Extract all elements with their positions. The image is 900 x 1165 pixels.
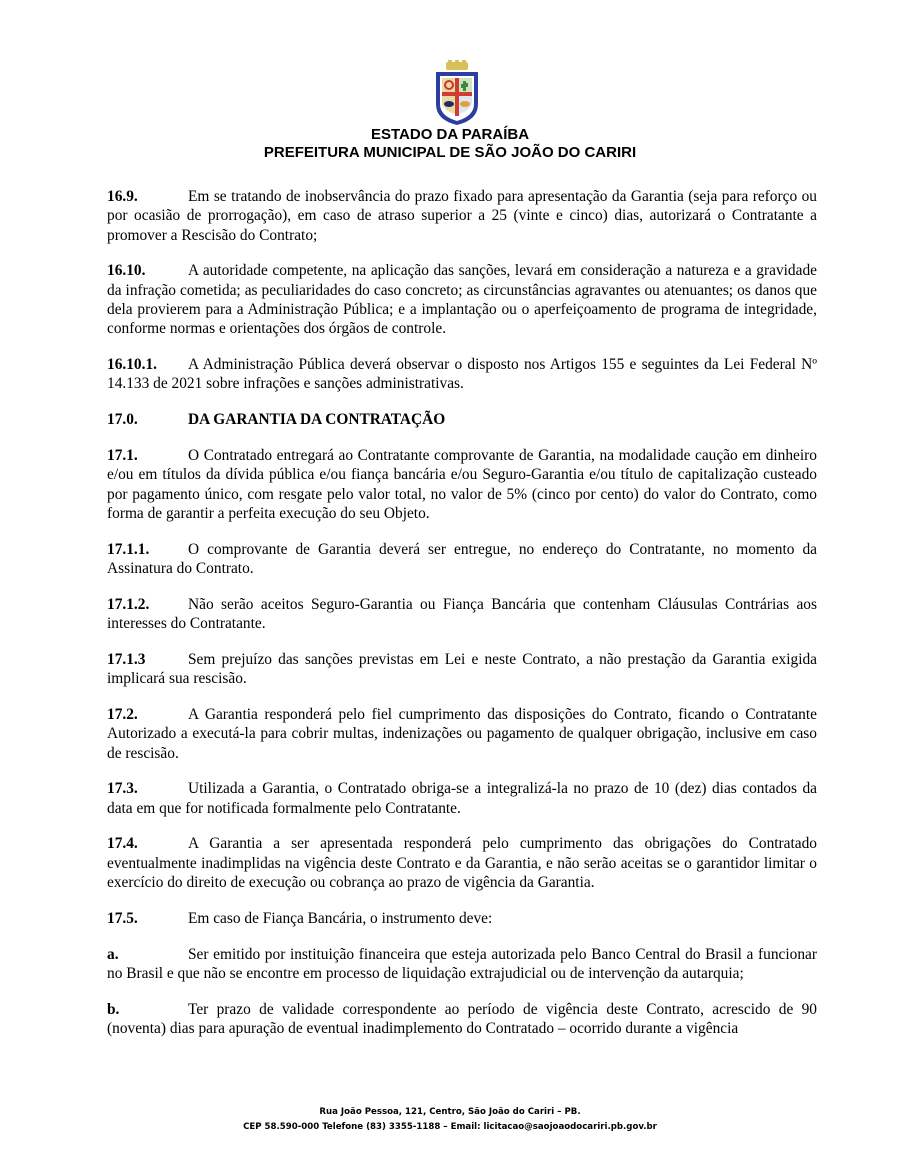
- clause-17-1-2: [107, 595, 817, 634]
- clause-17-2: [107, 705, 817, 763]
- header-state-name: ESTADO DA PARAÍBA: [370, 126, 530, 143]
- clause-17-4: [107, 834, 817, 892]
- clause-number: 17.5.: [107, 909, 138, 927]
- header-municipality-name: PREFEITURA MUNICIPAL DE SÃO JOÃO DO CARIRI: [263, 144, 637, 161]
- clause-16-10-1: [107, 355, 817, 394]
- clause-17-1-1: [107, 540, 817, 579]
- document-footer: [0, 1105, 900, 1135]
- clause-number: 16.10.: [107, 262, 146, 280]
- clause-17-5: [107, 909, 817, 928]
- clause-text: A Garantia responderá pelo fiel cumprimento das disposições do Contrato, ficando o Contratante Autorizado a executá-la para cobrir multas, indenizações ou pagamento de qualquer obrigação, inclusive em caso de rescisão.: [107, 705, 817, 762]
- clause-17-1-3: [107, 650, 817, 689]
- clause-17-1: [107, 446, 817, 523]
- item-text: Ser emitido por instituição financeira que esteja autorizada pelo Banco Central do Brasil a funcionar no Brasil e que não se encontre em processo de liquidação extrajudicial ou de intervenção da autarquia;: [107, 945, 817, 982]
- clause-number: 17.1.: [107, 446, 138, 464]
- clause-text: O comprovante de Garantia deverá ser entregue, no endereço do Contratante, no momento da Assinatura do Contrato.: [107, 540, 817, 577]
- clause-number: 17.3.: [107, 780, 138, 798]
- item-letter: a.: [107, 945, 119, 963]
- clause-number: 17.0.: [107, 411, 138, 429]
- item-a: [107, 945, 817, 984]
- clause-text: A autoridade competente, na aplicação das sanções, levará em consideração a natureza e a gravidade da infração cometida; as peculiaridades do caso concreto; as circunstâncias agravantes ou atenuantes; os danos que dela provierem para a Administração Pública; e a implantação ou o aperfeiçoamento de programa de integridade, conforme normas e orientações dos órgãos de controle.: [107, 262, 817, 338]
- clause-number: 17.4.: [107, 835, 138, 853]
- clause-number: 17.1.1.: [107, 540, 150, 558]
- document-body: [107, 187, 817, 1055]
- clause-text: Não serão aceitos Seguro-Garantia ou Fiança Bancária que contenham Cláusulas Contrárias aos interesses do Contratante.: [107, 595, 817, 633]
- clause-text: Em caso de Fiança Bancária, o instrumento deve:: [188, 909, 493, 927]
- item-letter: b.: [107, 1000, 120, 1018]
- clause-number: 16.9.: [107, 188, 138, 205]
- clause-number: 16.10.1.: [107, 356, 158, 374]
- clause-number: 17.1.3: [107, 650, 146, 668]
- clause-number: 17.2.: [107, 705, 138, 723]
- clause-16-9: [107, 187, 817, 245]
- section-heading-17: [107, 410, 817, 429]
- clause-text: O Contratado entregará ao Contratante comprovante de Garantia, na modalidade caução em dinheiro e/ou em títulos da dívida pública e/ou fiança bancária e/ou Seguro-Garantia e/ou título de capitalização custeado por pagamento único, com resgate pelo valor total, no valor de 5% (cinco por cento) do valor do Contrato, como forma de garantir a perfeita execução do seu Objeto.: [107, 446, 817, 522]
- footer-contact: CEP 58.590-000 Telefone (83) 3355-1188 – Email: licitacao@saojoaodocariri.pb.gov.br: [243, 1122, 657, 1132]
- document-header: [0, 126, 900, 162]
- municipal-coat-of-arms-icon: [432, 60, 482, 126]
- clause-text: A Garantia a ser apresentada responderá pelo cumprimento das obrigações do Contratado eventualmente inadimplidas na vigência deste Contrato e da Garantia, e não serão aceitas se o garantidor limitar o exercício do direito de execução ou cobrança ao prazo de vigência da Garantia.: [107, 835, 817, 892]
- section-title: DA GARANTIA DA CONTRATAÇÃO: [188, 411, 446, 429]
- clause-text: Utilizada a Garantia, o Contratado obriga-se a integralizá-la no prazo de 10 (dez) dias contados da data em que for notificada formalmente pelo Contratante.: [107, 780, 817, 817]
- item-b: [107, 1000, 817, 1039]
- clause-16-10: [107, 261, 817, 338]
- clause-text: A Administração Pública deverá observar o disposto nos Artigos 155 e seguintes da Lei Federal Nº 14.133 de 2021 sobre infrações e sanções administrativas.: [107, 356, 817, 393]
- clause-number: 17.1.2.: [107, 595, 150, 613]
- item-text: Ter prazo de validade correspondente ao período de vigência deste Contrato, acrescido de 90 (noventa) dias para apuração de eventual inadimplemento do Contratado – ocorrido durante a vigência: [107, 1000, 817, 1037]
- clause-text: Sem prejuízo das sanções previstas em Lei e neste Contrato, a não prestação da Garantia exigida implicará sua rescisão.: [107, 650, 817, 688]
- clause-text: Em se tratando de inobservância do prazo fixado para apresentação da Garantia (seja para reforço ou por ocasião de prorrogação), em caso de atraso superior a 25 (vinte e cinco) dias, autorizará o Contratante a promover a Rescisão do Contrato;: [107, 188, 817, 244]
- clause-17-3: [107, 779, 817, 818]
- footer-address: Rua João Pessoa, 121, Centro, São João do Cariri – PB.: [319, 1107, 581, 1117]
